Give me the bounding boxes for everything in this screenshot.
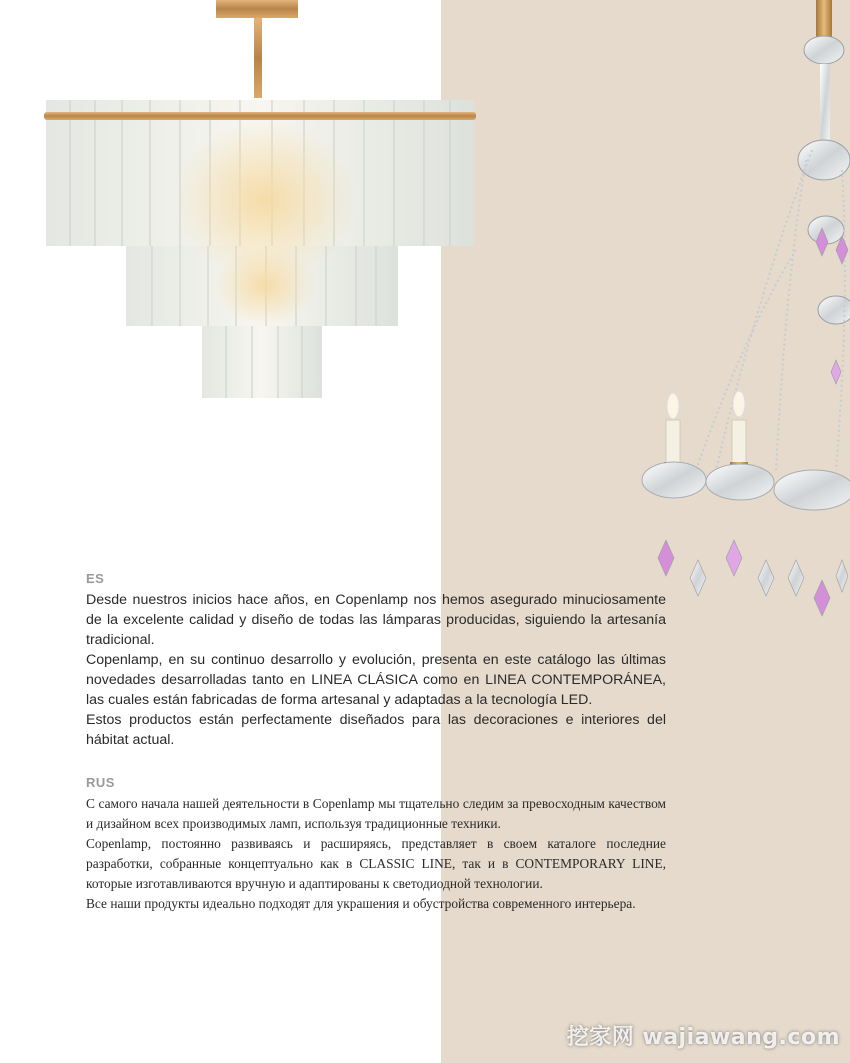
spanish-paragraph-1: Desde nuestros inicios hace años, en Copenlamp nos hemos asegurado minuciosamente de la excelente calidad y diseño de todas las lámparas producidas, siguiendo la artesanía tradicional. [86, 592, 666, 648]
russian-text-section [86, 775, 666, 914]
crystal-chandelier-image [636, 0, 850, 640]
spanish-paragraph-3: Estos productos están perfectamente diseñados para las decoraciones e interiores del hábitat actual. [86, 712, 666, 748]
russian-language-tag: RUS [86, 775, 115, 790]
spanish-language-tag: ES [86, 571, 105, 586]
spanish-text-section [86, 571, 666, 750]
russian-paragraph-2: Copenlamp, постоянно развиваясь и расширяясь, представляет в своем каталоге последние разработки, собранные концептуально как в CLASSIC LINE, так и в CONTEMPORARY LINE, которые изготавливаются вручную и адаптированы к светодиодной технологии. [86, 836, 666, 891]
site-watermark: 挖家网 wajiawang.com [566, 1025, 840, 1050]
glass-tiered-chandelier-image [40, 0, 480, 410]
russian-paragraph-1: С самого начала нашей деятельности в Copenlamp мы тщательно следим за превосходным качеством и дизайном всех производимых ламп, используя традиционные техники. [86, 796, 666, 831]
russian-paragraph-3: Все наши продукты идеально подходят для украшения и обустройства современного интерьера. [86, 896, 636, 911]
spanish-paragraph-2: Copenlamp, en su continuo desarrollo y evolución, presenta en este catálogo las últimas novedades desarrolladas tanto en LINEA CLÁSICA como en LINEA CONTEMPORÁNEA, las cuales están fabricadas de forma artesanal y adaptadas a la tecnología LED. [86, 652, 666, 708]
